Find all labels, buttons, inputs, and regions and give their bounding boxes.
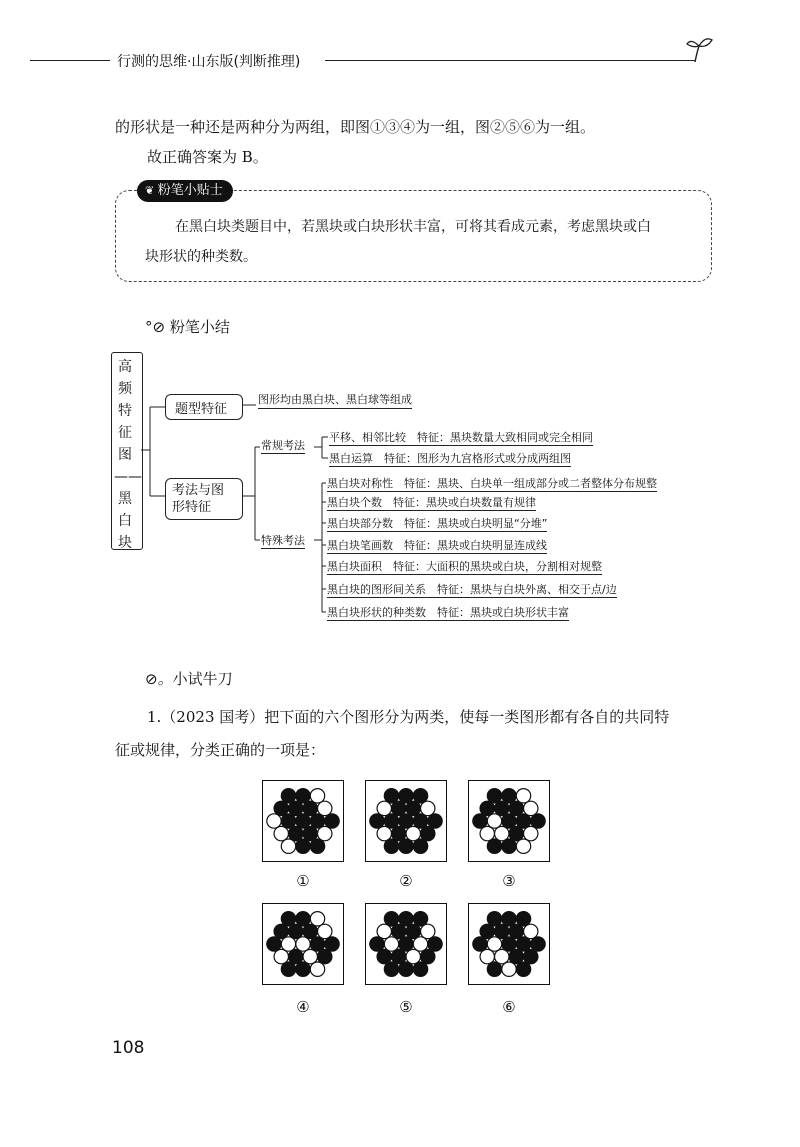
answer-line: 故正确答案为 B。 (147, 148, 268, 166)
option-figure (262, 903, 344, 985)
black-circle (502, 814, 516, 828)
circle-cluster (366, 904, 445, 983)
option-figure (365, 780, 447, 862)
black-circle (487, 912, 501, 926)
white-circle (524, 801, 538, 815)
black-circle (384, 962, 398, 976)
black-circle (377, 949, 391, 963)
black-circle (413, 789, 427, 803)
black-circle (531, 937, 545, 951)
regular-method-label: 常规考法 (261, 439, 305, 452)
tip-line-1: 在黑白块类题目中，若黑块或白块形状丰富，可将其看成元素，考虑黑块或白 (175, 219, 651, 235)
white-circle (421, 801, 435, 815)
white-circle (413, 937, 427, 951)
circle-cluster (263, 781, 342, 860)
white-circle (524, 826, 538, 840)
special-method-label: 特殊考法 (261, 534, 305, 547)
special-method-item: 黑白块个数 特征：黑块或白块数量有规律 (327, 496, 536, 509)
black-circle (281, 814, 295, 828)
black-circle (289, 826, 303, 840)
black-circle (274, 801, 288, 815)
black-circle (473, 814, 487, 828)
black-circle (502, 912, 516, 926)
black-circle (281, 789, 295, 803)
branch-type-label: 题型特征 (175, 402, 228, 417)
white-circle (281, 839, 295, 853)
black-circle (296, 789, 310, 803)
leaf-icon: ⊘。 (145, 670, 173, 688)
summary-title: 粉笔小结 (169, 318, 230, 336)
black-circle (325, 937, 339, 951)
black-circle (370, 937, 384, 951)
white-circle (480, 826, 494, 840)
special-method-item: 黑白块部分数 特征：黑块或白块明显“分堆” (327, 517, 548, 530)
black-circle (480, 924, 494, 938)
black-circle (399, 839, 413, 853)
black-circle (296, 962, 310, 976)
tip-badge-label: 粉笔小贴士 (157, 183, 223, 198)
black-circle (289, 949, 303, 963)
black-circle (289, 801, 303, 815)
black-circle (281, 912, 295, 926)
black-circle (274, 924, 288, 938)
black-circle (281, 962, 295, 976)
circle-cluster (469, 781, 548, 860)
page-number: 108 (112, 1038, 145, 1058)
white-circle (310, 789, 324, 803)
black-circle (421, 949, 435, 963)
special-method-item: 黑白块面积 特征：大面积的黑块或白块，分割相对规整 (327, 560, 602, 573)
black-circle (392, 801, 406, 815)
option-figure (468, 780, 550, 862)
option-figure (468, 903, 550, 985)
white-circle (516, 839, 530, 853)
white-circle (384, 937, 398, 951)
black-circle (296, 814, 310, 828)
black-circle (303, 924, 317, 938)
black-circle (289, 924, 303, 938)
black-circle (399, 937, 413, 951)
special-method-item: 黑白块对称性 特征：黑块、白块单一组成部分或二者整体分布规整 (327, 477, 657, 490)
black-circle (516, 962, 530, 976)
black-circle (399, 962, 413, 976)
black-circle (384, 814, 398, 828)
black-circle (406, 801, 420, 815)
black-circle (516, 937, 530, 951)
white-circle (377, 826, 391, 840)
black-circle (502, 937, 516, 951)
question-line-2: 征或规律，分类正确的一项是： (115, 741, 326, 759)
white-circle (377, 801, 391, 815)
black-circle (495, 924, 509, 938)
black-circle (421, 826, 435, 840)
black-circle (516, 912, 530, 926)
circle-cluster (469, 904, 548, 983)
black-circle (413, 839, 427, 853)
body-paragraph: 的形状是一种还是两种分为两组，即图①③④为一组，图②⑤⑥为一组。 (115, 118, 596, 136)
black-circle (310, 839, 324, 853)
option-label: ③ (502, 872, 516, 890)
white-circle (377, 924, 391, 938)
white-circle (406, 949, 420, 963)
black-circle (392, 949, 406, 963)
white-circle (274, 949, 288, 963)
black-circle (399, 814, 413, 828)
practice-heading (145, 668, 233, 689)
white-circle (303, 949, 317, 963)
white-circle (502, 962, 516, 976)
black-circle (509, 949, 523, 963)
white-circle (267, 814, 281, 828)
leaf-icon: °⊘ (145, 318, 170, 336)
black-circle (480, 801, 494, 815)
black-circle (502, 839, 516, 853)
white-circle (318, 826, 332, 840)
black-circle (399, 912, 413, 926)
black-circle (487, 789, 501, 803)
circle-cluster (366, 781, 445, 860)
option-figure (365, 903, 447, 985)
branch-type-desc: 图形均由黑白块、黑白球等组成 (258, 391, 412, 409)
black-circle (310, 937, 324, 951)
black-circle (406, 924, 420, 938)
black-circle (303, 826, 317, 840)
option-label: ⑤ (399, 998, 413, 1016)
white-circle (310, 962, 324, 976)
white-circle (495, 949, 509, 963)
white-circle (406, 826, 420, 840)
option-label: ① (296, 872, 310, 890)
black-circle (325, 814, 339, 828)
regular-method-item: 平移、相邻比较 特征：黑块数量大致相同或完全相同 (329, 431, 593, 444)
black-circle (384, 789, 398, 803)
black-circle (413, 962, 427, 976)
special-method-item: 黑白块笔画数 特征：黑块或白块明显连成线 (327, 539, 547, 552)
white-circle (318, 924, 332, 938)
black-circle (509, 924, 523, 938)
header-title: 行测的思维·山东版(判断推理) (117, 54, 301, 70)
sprout-icon: ❦ (145, 184, 158, 197)
black-circle (509, 801, 523, 815)
black-circle (303, 801, 317, 815)
black-circle (267, 937, 281, 951)
branch-method-label: 考法与图形特征 (172, 483, 225, 515)
regular-method-item: 黑白运算 特征：图形为九宫格形式或分成两组图 (329, 452, 571, 465)
black-circle (392, 924, 406, 938)
white-circle (495, 826, 509, 840)
black-circle (487, 962, 501, 976)
white-circle (516, 789, 530, 803)
black-circle (399, 789, 413, 803)
white-circle (480, 949, 494, 963)
option-label: ② (399, 872, 413, 890)
white-circle (296, 937, 310, 951)
tip-line-2: 块形状的种类数。 (145, 249, 257, 265)
black-circle (318, 949, 332, 963)
mindmap-root-label: 高频特征图——黑白块 (114, 359, 142, 551)
white-circle (421, 924, 435, 938)
option-label: ④ (296, 998, 310, 1016)
black-circle (524, 949, 538, 963)
black-circle (531, 814, 545, 828)
special-method-item: 黑白块的图形间关系 特征：黑块与白块外离、相交于点/边 (327, 583, 617, 596)
circle-cluster (263, 904, 342, 983)
black-circle (296, 839, 310, 853)
black-circle (473, 937, 487, 951)
black-circle (392, 826, 406, 840)
black-circle (413, 912, 427, 926)
white-circle (274, 826, 288, 840)
white-circle (318, 801, 332, 815)
special-method-item: 黑白块形状的种类数 特征：黑块或白块形状丰富 (327, 606, 569, 619)
black-circle (487, 839, 501, 853)
black-circle (384, 839, 398, 853)
black-circle (428, 937, 442, 951)
option-figure (262, 780, 344, 862)
white-circle (524, 924, 538, 938)
black-circle (296, 912, 310, 926)
black-circle (384, 912, 398, 926)
option-label: ⑥ (502, 998, 516, 1016)
black-circle (495, 801, 509, 815)
black-circle (509, 826, 523, 840)
black-circle (413, 814, 427, 828)
white-circle (487, 814, 501, 828)
white-circle (487, 937, 501, 951)
practice-title: 小试牛刀 (172, 670, 233, 688)
question-line-1: 1.（2023 国考）把下面的六个图形分为两类，使每一类图形都有各自的共同特 (147, 708, 670, 726)
black-circle (516, 814, 530, 828)
black-circle (310, 814, 324, 828)
white-circle (281, 937, 295, 951)
black-circle (370, 814, 384, 828)
black-circle (428, 814, 442, 828)
white-circle (310, 912, 324, 926)
black-circle (502, 789, 516, 803)
